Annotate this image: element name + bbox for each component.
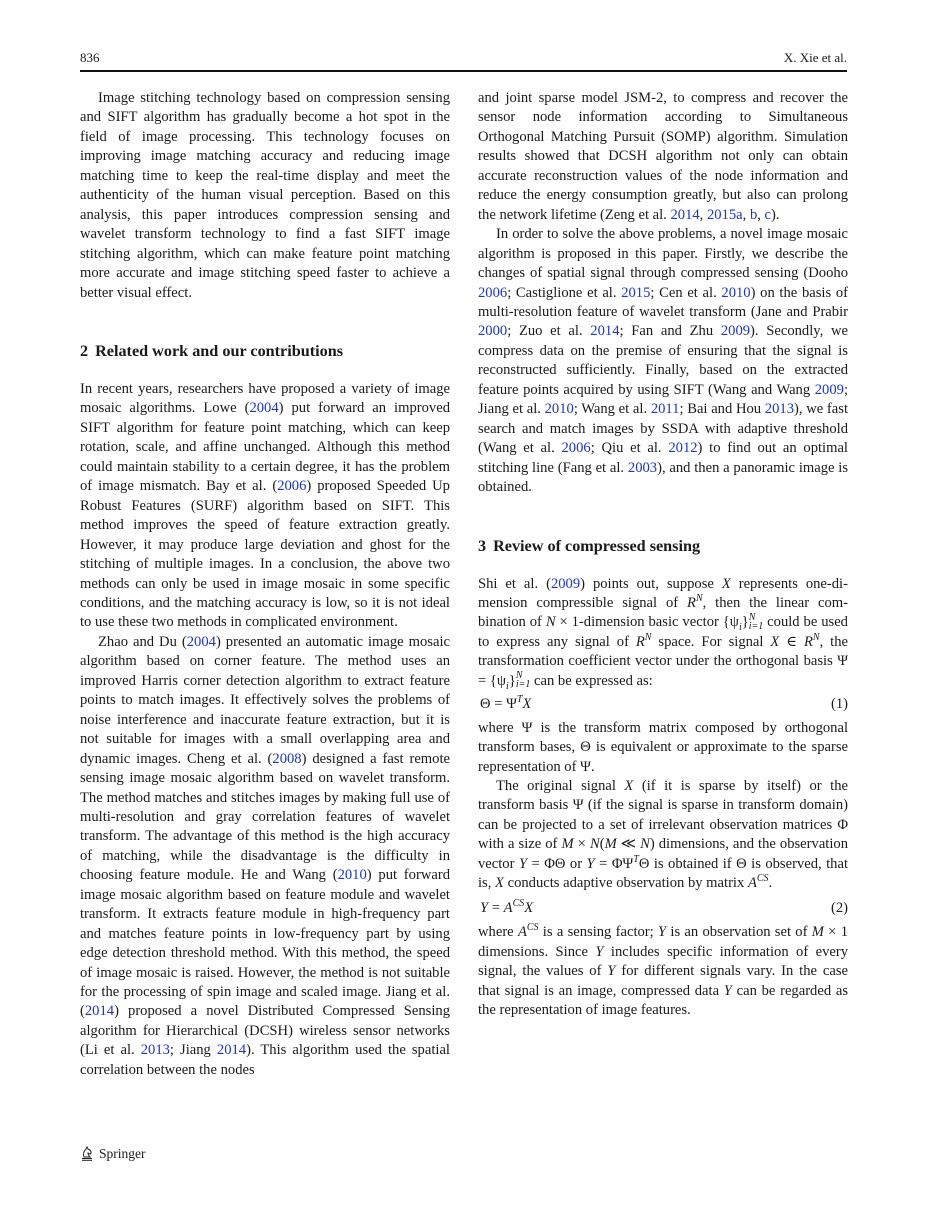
text-run <box>696 593 703 604</box>
citation-link[interactable]: 2013 <box>764 401 794 418</box>
running-authors: X. Xie et al. <box>783 50 847 65</box>
text-run: ). This algorithm used the spatial correlation between the nodes <box>80 1042 450 1078</box>
text-run <box>813 632 820 643</box>
left-column <box>80 89 450 1080</box>
text-run: ; Bai and Hou <box>679 401 765 418</box>
math-variable: M <box>811 924 824 941</box>
cs-paragraph-3 <box>478 777 848 894</box>
text-run: } <box>741 614 749 631</box>
citation-link[interactable]: 2015a <box>706 206 743 223</box>
citation-link[interactable]: 2010 <box>337 867 367 884</box>
text-run: conducts adaptive observation by matrix <box>503 875 748 892</box>
citation-link[interactable]: 2014 <box>670 206 700 223</box>
section-3-heading <box>478 536 848 556</box>
text-run <box>513 898 525 909</box>
text-run: could be used to express any signal of <box>478 614 848 650</box>
math-variable: N <box>545 614 556 631</box>
continued-paragraph <box>478 89 848 225</box>
text-run: ) dimensions, and the observation vector <box>478 836 849 872</box>
text-run: × 1-dimension basic vector {ψ <box>555 614 739 631</box>
spacer <box>80 303 450 341</box>
math-variable: R <box>803 633 813 650</box>
text-run: ) to find out an optimal stitching line (Fang et al. <box>478 440 848 476</box>
text-run <box>527 922 539 933</box>
math-variable: X <box>495 875 504 892</box>
cs-paragraph-2: where Ψ is the transform matrix composed by orthogonal transform bases, Θ is equivalent or approximate to the sparse representation of Ψ. <box>478 719 848 775</box>
contributions-paragraph <box>478 225 848 497</box>
text-run: ≪ <box>616 836 641 853</box>
math-variable: Y <box>723 982 732 999</box>
citation-link[interactable]: c <box>764 206 772 223</box>
text-run: . <box>768 875 773 892</box>
text-run: and joint sparse model JSM-2, to compress and recover the sensor node information according to Simultaneous Orthogonal Matching Pursuit (SOMP) algorithm. Simulation results showed that DCSH algorithm not only can obtain accurate reconstruction values of the node information and reduce the energy consumption greatly, but also can prolong the network lifetime (Zeng et al. <box>478 90 848 223</box>
spacer <box>80 361 450 380</box>
equation-expression <box>480 899 533 918</box>
text-run: can be regarded as the representation of image features. <box>478 982 848 1018</box>
citation-link[interactable]: 2004 <box>186 633 216 650</box>
text-run: ) designed a fast remote sensing image mosaic algorithm based on wavelet transform. The method matches and stitches images by making full use of multi-resolution and gray correlation features of wavelet transform. The advantage of this method is the high accuracy of matching, while the disadvantage is the difficulty in choosing feature module. He and Wang ( <box>80 750 450 884</box>
citation-link[interactable]: 2013 <box>140 1042 170 1059</box>
text-run: = ΦΘ or <box>527 855 587 872</box>
citation-link[interactable]: 2009 <box>814 381 844 398</box>
math-variable: Y <box>595 943 604 960</box>
equation-number: (2) <box>830 899 848 916</box>
equation-2 <box>478 899 848 918</box>
text-run: 2 <box>80 341 89 360</box>
citation-link[interactable]: 2000 <box>478 323 508 340</box>
citation-link[interactable]: 2003 <box>627 459 658 476</box>
text-run: ; Jiang et al. <box>478 381 848 418</box>
publisher-footer <box>80 1145 146 1162</box>
math-variable: X <box>624 778 634 795</box>
math-variable: N <box>644 632 652 644</box>
math-variable: N <box>812 632 820 644</box>
math-variable: i=1 <box>515 679 531 691</box>
text-run: ) on the basis of multi-resolution feature of wavelet transform (Jane and Prabir <box>478 284 848 320</box>
math-variable: N <box>748 612 756 624</box>
math-variable: Y <box>586 855 595 872</box>
spacer <box>478 556 848 575</box>
text-run: ) put forward an improved SIFT algorithm for feature point matching, which can keep rotation, scale, and affine unchanged. Although this method could maintain stability to a certain degree, it has the problem of image mismatch. Bay et al. ( <box>80 400 450 495</box>
citation-link[interactable]: 2009 <box>720 323 751 340</box>
citation-link[interactable]: 2012 <box>668 440 698 457</box>
cs-paragraph-1 <box>478 575 848 692</box>
citation-link[interactable]: 2011 <box>650 401 680 418</box>
text-run <box>757 873 769 884</box>
text-run: ; Wang et al. <box>573 401 651 418</box>
section-2-heading <box>80 341 450 361</box>
text-run: , <box>742 206 750 223</box>
math-variable: N <box>695 593 703 605</box>
text-run: Θ = Ψ <box>480 696 517 713</box>
text-run: 3 <box>478 536 487 555</box>
text-run: Related work and our contributions <box>95 341 344 360</box>
text-run: In recent years, researchers have proposed a variety of image mosaic algorithms. Lowe ( <box>80 380 450 417</box>
text-run: = <box>488 899 504 916</box>
math-variable: Y <box>607 963 616 980</box>
running-head <box>80 50 847 70</box>
text-run: ; Zuo et al. <box>507 323 591 340</box>
math-variable: N <box>640 836 650 853</box>
text-run: ; Castiglione et al. <box>507 284 622 301</box>
citation-link[interactable]: 2014 <box>216 1042 247 1059</box>
citation-link[interactable]: 2014 <box>590 323 620 340</box>
text-run <box>749 622 764 631</box>
math-variable: CS <box>526 922 539 934</box>
equation-1 <box>478 695 848 714</box>
text-run: ), we fast search and match images by SSDA with adaptive threshold (Wang et al. <box>478 401 848 457</box>
text-run: Θ is obtained if Θ is observed, that is, <box>478 855 849 892</box>
text-run: is a sensing factor; <box>538 924 658 941</box>
text-run: ; Fan and Zhu <box>619 323 721 340</box>
math-variable: CS <box>512 897 525 909</box>
math-variable: X <box>522 696 532 713</box>
math-variable: N <box>515 670 523 682</box>
citation-link[interactable]: 2006 <box>277 478 307 495</box>
limits <box>516 671 531 689</box>
math-variable: R <box>687 594 696 611</box>
citation-link[interactable]: 2015 <box>621 284 651 301</box>
text-run: for different signals vary. In the case that signal is an image, compressed data <box>478 963 849 999</box>
math-variable: R <box>635 633 645 650</box>
math-variable: A <box>503 899 513 916</box>
text-run: × 1 dimensions. Since <box>478 924 848 960</box>
text-run: is an observation set of <box>666 924 812 941</box>
text-run: (if it is sparse by itself) or the transform basis Ψ (if the signal is sparse in transform domain) can be projected to a set of irrelevant observation matrices Φ with a size of <box>478 778 848 853</box>
math-variable: Y <box>518 855 528 872</box>
citation-link[interactable]: 2014 <box>84 1003 115 1020</box>
text-run: In order to solve the above problems, a novel image mosaic algorithm is proposed in this paper. Firstly, we describe the changes of spatial signal through compressed sensing (Dooho <box>478 226 848 282</box>
text-run: Review of compressed sensing <box>493 536 701 555</box>
springer-knight-icon <box>80 1145 95 1161</box>
text-run: ) proposed Speeded Up Robust Features (SURF) algorithm based on SIFT. This method improves the speed of feature extraction greatly. However, it may produce large deviation and ghost for the stitching of multiple images. In a conclusion, the above two methods can only be used in image mosaic in some specific conditions, and the matching accuracy is low, so it is not ideal to use these two methods in complicated environment. <box>80 478 450 631</box>
publisher-name: Springer <box>99 1146 146 1161</box>
text-run: includes specific information of every signal, the values of <box>478 943 849 980</box>
text-run: ; Qiu et al. <box>590 440 669 457</box>
right-column <box>478 89 848 1020</box>
limits <box>749 613 764 631</box>
text-run: × <box>573 836 590 853</box>
math-variable: M <box>604 836 617 853</box>
citation-link[interactable]: 2008 <box>272 750 302 767</box>
text-run: Zhao and Du ( <box>98 633 187 650</box>
citation-link[interactable]: 2010 <box>721 284 751 301</box>
citation-link[interactable]: 2004 <box>249 400 279 417</box>
spacer <box>478 498 848 536</box>
page-number: 836 <box>80 50 100 65</box>
citation-link[interactable]: 2009 <box>550 575 581 592</box>
math-variable: A <box>747 875 757 892</box>
math-variable: Y <box>480 899 489 916</box>
text-run: ) presented an automatic image mosaic algorithm based on corner feature. The method uses an improved Harris corner detection algorithm to extract feature points to match images. It effectively solves the problems of noise interference and inaccurate feature extraction, but it is not suitable for images with a small overlapping area and dynamic images. Cheng et al. ( <box>80 633 450 767</box>
citation-link[interactable]: 2006 <box>478 284 508 301</box>
text-run: , <box>699 206 707 223</box>
text-run: ; Jiang <box>169 1042 217 1059</box>
citation-link[interactable]: b <box>749 206 758 223</box>
math-variable: X <box>721 575 731 592</box>
math-variable: i <box>506 680 509 692</box>
text-run: ; Cen et al. <box>650 284 722 301</box>
text-run: , then the linear combination of <box>478 594 848 631</box>
text-run <box>516 680 531 689</box>
text-run: where <box>478 924 518 941</box>
header-rule <box>80 70 847 72</box>
text-run: ) points out, suppose <box>580 575 722 592</box>
text-run: space. For signal <box>651 633 771 650</box>
text-run: , the transformation coefficient vector under the orthogonal basis Ψ = {ψ <box>478 633 848 689</box>
text-run: ). Secondly, we compress data on the premise of ensuring that the signal is reconstructed sufficiently. Finally, based on the extracted feature points acquired by using SIFT (Wang and Wang <box>478 323 848 398</box>
text-run: ) proposed a novel Distributed Compressed Sensing algorithm for Hierarchical (DCSH) wireless sensor networks (Li et al. <box>80 1003 450 1059</box>
text-run: Shi et al. ( <box>478 575 551 592</box>
text-run: = ΦΨ <box>594 855 634 872</box>
text-run: can be expressed as: <box>530 672 653 689</box>
math-variable: M <box>561 836 574 853</box>
equation-expression <box>480 695 531 714</box>
text-run: } <box>508 672 516 689</box>
text-run: ). <box>771 206 780 223</box>
math-variable: i <box>738 622 742 634</box>
text-run: ), and then a panoramic image is obtained. <box>478 459 849 496</box>
math-variable: CS <box>756 873 769 885</box>
citation-link[interactable]: 2006 <box>561 440 591 457</box>
text-run: ∈ <box>779 633 804 650</box>
math-variable: i=1 <box>748 621 764 633</box>
math-variable: X <box>770 633 780 650</box>
math-variable: N <box>589 836 600 853</box>
related-work-paragraph-1 <box>80 380 450 633</box>
intro-paragraph: Image stitching technology based on compression sensing and SIFT algorithm has gradually become a hot spot in the field of image processing. This technology focuses on improving image matching accuracy and reducing image matching time to keep the real-time display and meet the authenticity of the human visual perception. Based on this analysis, this paper introduces compression sensing and wavelet transform technology to find a fast SIFT image stitching algorithm, which can make feature point matching more accurate and image stitching speed faster to achieve a better visual effect. <box>80 90 450 301</box>
citation-link[interactable]: 2010 <box>544 401 574 418</box>
text-run: , <box>757 206 765 223</box>
related-work-paragraph-2 <box>80 633 450 1080</box>
text-run: represents one-dimension compressible signal of <box>478 575 848 611</box>
math-variable: T <box>633 853 639 865</box>
text-run: ) put forward image mosaic algorithm based on feature module and wavelet transform. It extracts feature module in high-frequency part and matches feature points in low-frequency part by using edge detection threshold method. With this method, the speed of image mosaic is raised. However, the method is not suitable for the processing of spin image and scaled image. Jiang et al. ( <box>80 867 450 1020</box>
math-variable: A <box>517 924 527 941</box>
math-variable: Y <box>657 924 667 941</box>
cs-paragraph-4 <box>478 923 848 1020</box>
math-variable: T <box>516 694 523 706</box>
equation-number: (1) <box>830 696 848 713</box>
text-run: The original signal <box>496 778 625 795</box>
math-variable: X <box>524 899 534 916</box>
text-run: ( <box>599 836 605 853</box>
